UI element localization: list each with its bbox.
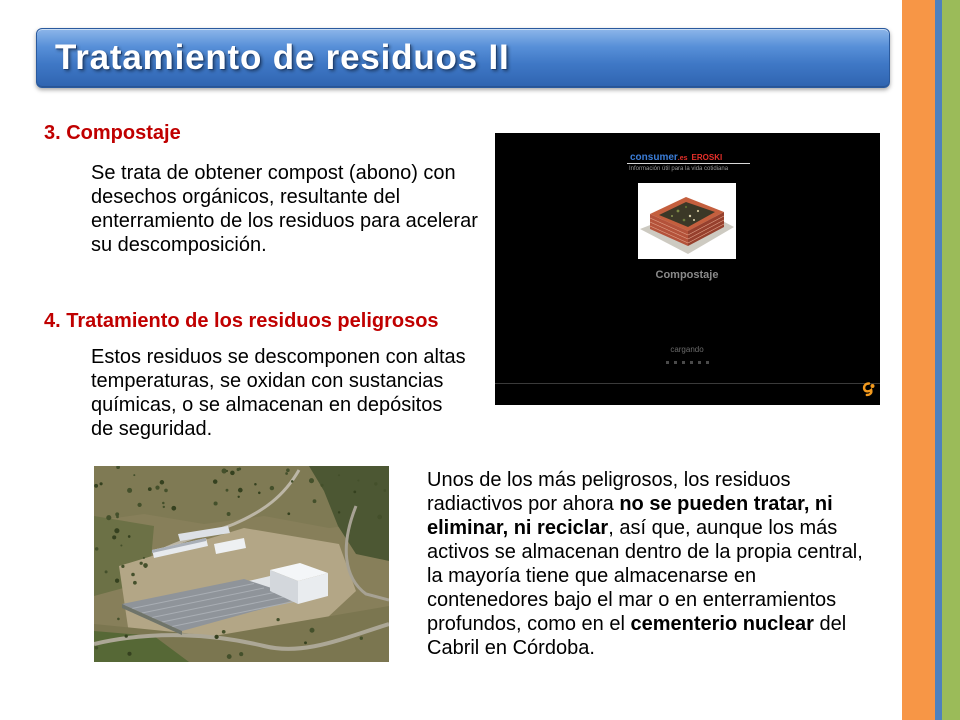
emphasis-run: eliminar, ni reciclar bbox=[427, 517, 609, 539]
tree bbox=[353, 491, 356, 494]
tree bbox=[125, 634, 128, 637]
tree bbox=[140, 562, 143, 565]
tree bbox=[155, 486, 159, 490]
loading-dots bbox=[587, 361, 787, 364]
text-run: Cabril en Córdoba. bbox=[427, 637, 595, 659]
tree bbox=[121, 565, 124, 568]
accent-stripe-orange bbox=[902, 0, 935, 720]
text-line bbox=[427, 564, 863, 588]
tree bbox=[360, 637, 363, 640]
consumer-swirl-icon bbox=[861, 381, 877, 397]
text-run: la mayoría tiene que almacenarse en bbox=[427, 565, 757, 587]
tree bbox=[95, 646, 98, 649]
tree bbox=[148, 487, 152, 491]
tree bbox=[338, 511, 340, 513]
tree bbox=[214, 635, 218, 639]
text-line bbox=[427, 468, 863, 492]
swirl-stroke bbox=[864, 384, 871, 396]
speckle bbox=[685, 206, 687, 208]
loading-dot bbox=[706, 361, 709, 364]
tree bbox=[115, 579, 119, 583]
tree bbox=[127, 652, 131, 656]
aerial-photo-scene bbox=[94, 466, 389, 662]
tree bbox=[222, 630, 226, 634]
tree bbox=[131, 573, 135, 577]
text-line: su descomposición. bbox=[91, 234, 267, 256]
text-run: contenedores bajo el mar o en enterramientos bbox=[427, 589, 837, 611]
accent-stripe-blue bbox=[935, 0, 942, 720]
speckle bbox=[689, 215, 691, 217]
tree bbox=[313, 499, 317, 503]
loading-dot bbox=[666, 361, 669, 364]
text-run: radiactivos por ahora bbox=[427, 493, 620, 515]
tree bbox=[117, 618, 120, 621]
tree bbox=[144, 566, 147, 569]
emphasis-run: cementerio nuclear bbox=[630, 613, 814, 635]
tree bbox=[227, 654, 232, 659]
tree bbox=[162, 502, 165, 505]
text-line: desechos orgánicos, resultante del bbox=[91, 186, 401, 208]
loading-dot bbox=[690, 361, 693, 364]
aerial-photo-el-cabril bbox=[94, 466, 389, 662]
tree bbox=[230, 471, 235, 476]
player-divider bbox=[495, 383, 880, 384]
text-line bbox=[427, 612, 863, 636]
speckle bbox=[693, 219, 695, 221]
tree bbox=[357, 479, 359, 481]
tree bbox=[237, 468, 240, 471]
loading-dot bbox=[682, 361, 685, 364]
tree bbox=[309, 478, 314, 483]
embedded-video-player[interactable] bbox=[495, 133, 880, 405]
tree bbox=[95, 547, 99, 551]
emphasis-run: no se pueden tratar, ni bbox=[619, 493, 833, 515]
tree bbox=[133, 581, 137, 585]
hazardous-description bbox=[91, 345, 466, 441]
text-line: Estos residuos se descomponen con altas bbox=[91, 346, 466, 368]
tree bbox=[114, 528, 119, 533]
text-line bbox=[427, 492, 863, 516]
tree bbox=[106, 515, 111, 520]
tree bbox=[226, 489, 229, 492]
swirl-dot bbox=[871, 384, 875, 388]
speckle bbox=[677, 210, 680, 213]
tree bbox=[287, 512, 290, 515]
tree bbox=[258, 492, 261, 495]
brand-name: consumer bbox=[630, 152, 678, 163]
tree bbox=[285, 472, 288, 475]
text-run: profundos, como en el bbox=[427, 613, 631, 635]
text-line: temperaturas, se oxidan con sustancias bbox=[91, 370, 444, 392]
tree bbox=[239, 652, 243, 656]
tree bbox=[163, 506, 165, 508]
tree bbox=[254, 483, 257, 486]
tree bbox=[116, 516, 119, 519]
tree bbox=[127, 488, 132, 493]
tree bbox=[213, 479, 218, 484]
brand-tagline: Información útil para la vida cotidiana bbox=[629, 166, 729, 172]
tree bbox=[286, 468, 290, 472]
tree bbox=[320, 484, 323, 487]
tree bbox=[128, 535, 131, 538]
consumer-eroski-logo bbox=[630, 150, 722, 162]
tree bbox=[171, 506, 176, 511]
tree bbox=[304, 641, 307, 644]
tree bbox=[227, 512, 231, 516]
compost-bin-illustration bbox=[638, 183, 736, 259]
text-line bbox=[427, 540, 863, 564]
loading-dot bbox=[674, 361, 677, 364]
text-run: , así que, aunque los más bbox=[608, 517, 838, 539]
tree bbox=[270, 486, 274, 490]
video-caption: Compostaje bbox=[655, 269, 719, 281]
tree bbox=[291, 480, 294, 483]
tree bbox=[160, 480, 165, 485]
tree bbox=[94, 484, 98, 488]
tree bbox=[374, 482, 377, 485]
speckle bbox=[697, 210, 699, 212]
radioactive-waste-description bbox=[427, 468, 863, 660]
brand-domain: .es bbox=[677, 155, 688, 162]
text-line: de seguridad. bbox=[91, 418, 213, 440]
tree bbox=[105, 570, 108, 573]
tree bbox=[377, 515, 382, 520]
section-heading-hazardous: 4. Tratamiento de los residuos peligrosos bbox=[44, 310, 439, 332]
text-line bbox=[427, 516, 863, 540]
section-heading-compost: 3. Compostaje bbox=[44, 122, 181, 144]
tree bbox=[310, 628, 315, 633]
tree bbox=[137, 503, 141, 507]
tree bbox=[133, 474, 135, 476]
speckle bbox=[671, 215, 673, 217]
brand-partner: EROSKI bbox=[691, 153, 723, 162]
loading-dot bbox=[698, 361, 701, 364]
text-line: químicas, o se almacenan en depósitos bbox=[91, 394, 443, 416]
tree bbox=[276, 618, 279, 621]
tree bbox=[238, 488, 243, 493]
title-banner bbox=[36, 28, 890, 88]
tree bbox=[238, 496, 240, 498]
accent-stripe-green bbox=[942, 0, 960, 720]
text-run: Unos de los más peligrosos, los residuos bbox=[427, 469, 791, 491]
text-line: enterramiento de los residuos para acelerar bbox=[91, 210, 478, 232]
tree bbox=[143, 557, 145, 559]
text-run: del bbox=[813, 613, 847, 635]
text-line bbox=[427, 636, 863, 660]
tree bbox=[338, 474, 340, 476]
tree bbox=[100, 482, 103, 485]
tree bbox=[120, 544, 122, 546]
compost-bin-thumbnail bbox=[638, 183, 736, 259]
brand-underline bbox=[627, 163, 750, 164]
text-line: Se trata de obtener compost (abono) con bbox=[91, 162, 456, 184]
text-run: activos se almacenan dentro de la propia central, bbox=[427, 541, 863, 563]
tree bbox=[383, 489, 386, 492]
tree bbox=[222, 468, 227, 473]
tree bbox=[112, 535, 116, 539]
tree bbox=[214, 501, 218, 505]
speckle bbox=[683, 219, 686, 222]
text-line bbox=[427, 588, 863, 612]
compost-description bbox=[91, 161, 478, 257]
slide-title: Tratamiento de residuos II bbox=[55, 38, 510, 77]
tree bbox=[164, 489, 168, 493]
loading-status: cargando bbox=[670, 345, 704, 354]
swirl-logo-graphic bbox=[861, 381, 877, 397]
